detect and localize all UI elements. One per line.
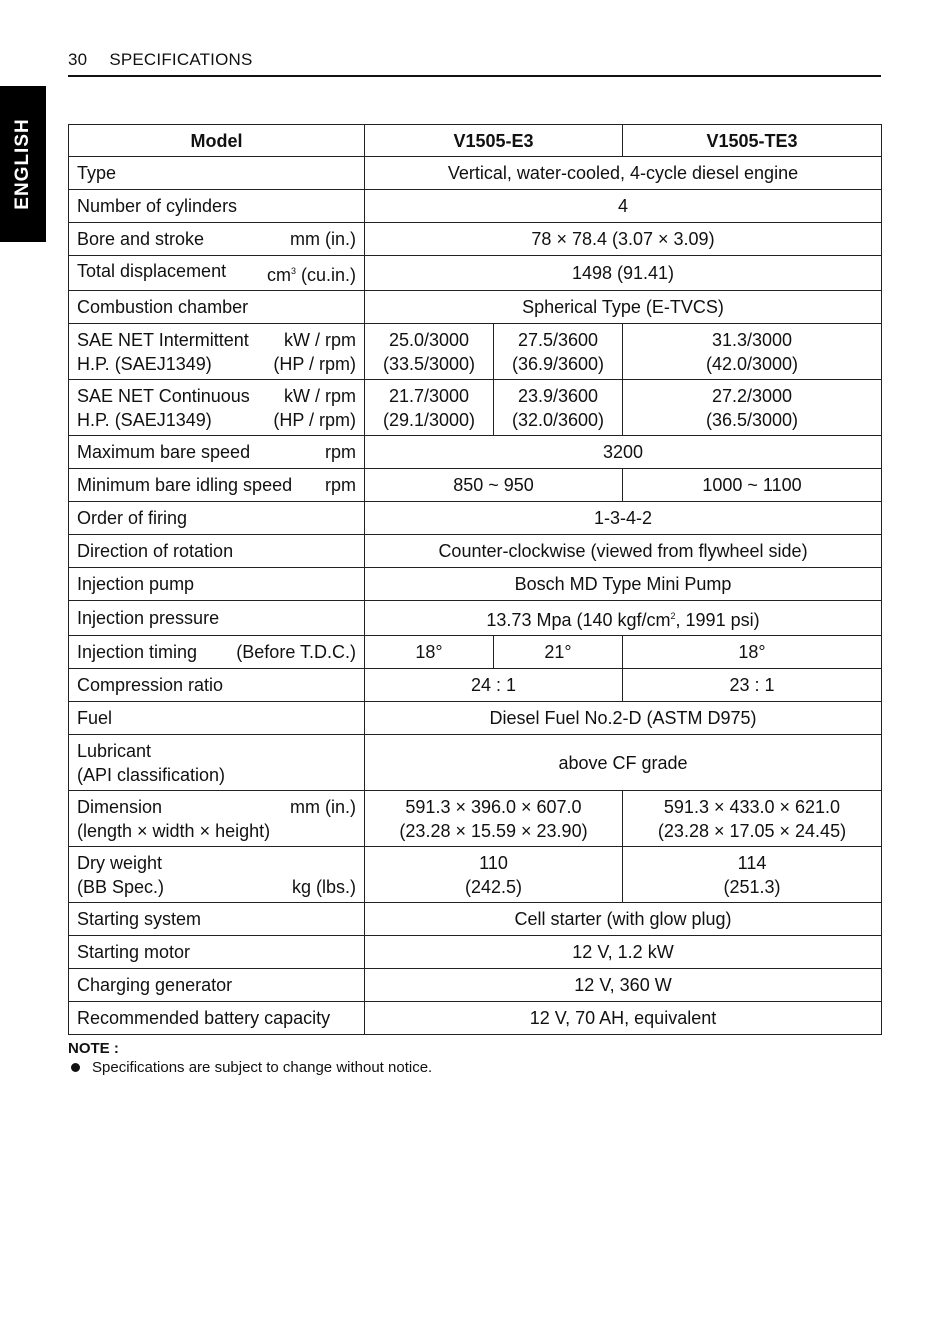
row-unit: mm (in.) bbox=[290, 229, 356, 249]
row-label: H.P. (SAEJ1349) bbox=[77, 353, 212, 374]
row-label-cell bbox=[69, 436, 365, 469]
value-superscript: 2 bbox=[670, 611, 676, 621]
table-row-rotation bbox=[69, 535, 882, 568]
value-cell bbox=[365, 324, 494, 380]
row-label: Total displacement bbox=[77, 261, 227, 281]
row-label-cell bbox=[69, 256, 365, 291]
table-row-fuel bbox=[69, 702, 882, 735]
value-hp: (29.1/3000) bbox=[382, 409, 476, 430]
row-label: H.P. (SAEJ1349) bbox=[77, 409, 212, 430]
row-label-cell bbox=[69, 380, 365, 436]
value-cell bbox=[365, 380, 494, 436]
specifications-table bbox=[68, 124, 882, 1035]
value-cell bbox=[494, 324, 623, 380]
row-value: 18° bbox=[365, 636, 494, 669]
language-tab bbox=[0, 86, 46, 242]
value-cell bbox=[623, 324, 882, 380]
note-item bbox=[68, 1059, 880, 1076]
row-label-cell bbox=[69, 847, 365, 903]
table-row-dry-weight bbox=[69, 847, 882, 903]
section-title: SPECIFICATIONS bbox=[109, 50, 253, 69]
row-unit: (HP / rpm) bbox=[273, 353, 356, 374]
value-kw: 31.3/3000 bbox=[711, 329, 793, 350]
row-label: Minimum bare idling speed bbox=[77, 475, 293, 495]
value-mm: 591.3 × 396.0 × 607.0 bbox=[405, 796, 582, 817]
row-value: 3200 bbox=[365, 436, 882, 469]
row-value: 24 : 1 bbox=[365, 669, 623, 702]
row-label: Lubricant bbox=[77, 740, 152, 761]
row-label: SAE NET Intermittent bbox=[77, 329, 249, 350]
header-v1505-te3: V1505-TE3 bbox=[623, 125, 882, 157]
page-number: 30 bbox=[68, 50, 88, 69]
row-label: Order of firing bbox=[69, 502, 365, 535]
unit-base: cm bbox=[266, 265, 291, 285]
bullet-icon bbox=[71, 1063, 80, 1072]
table-row-injection-timing bbox=[69, 636, 882, 669]
value-kg: 114 bbox=[737, 852, 767, 873]
row-value: Counter-clockwise (viewed from flywheel side) bbox=[365, 535, 882, 568]
row-label: Injection pressure bbox=[69, 601, 365, 636]
row-label: Injection pump bbox=[69, 568, 365, 601]
row-label: Direction of rotation bbox=[69, 535, 365, 568]
table-row-injection-pressure bbox=[69, 601, 882, 636]
row-label-cell bbox=[69, 636, 365, 669]
row-label: Maximum bare speed bbox=[77, 442, 251, 462]
header-rule bbox=[68, 75, 881, 77]
value-mm: 591.3 × 433.0 × 621.0 bbox=[663, 796, 841, 817]
row-value: 1498 (91.41) bbox=[365, 256, 882, 291]
table-row-injection-pump bbox=[69, 568, 882, 601]
value-cell bbox=[494, 380, 623, 436]
value-cell bbox=[365, 847, 623, 903]
row-label: Type bbox=[69, 157, 365, 190]
unit-superscript: 3 bbox=[290, 266, 296, 276]
row-label: Number of cylinders bbox=[69, 190, 365, 223]
row-value: Vertical, water-cooled, 4-cycle diesel engine bbox=[365, 157, 882, 190]
value-lbs: (242.5) bbox=[464, 876, 523, 897]
row-label-cell bbox=[69, 324, 365, 380]
row-unit: kg (lbs.) bbox=[291, 876, 356, 897]
row-unit: kW / rpm bbox=[284, 385, 356, 406]
row-value: above CF grade bbox=[365, 735, 882, 791]
row-value: 1-3-4-2 bbox=[365, 502, 882, 535]
row-value: 78 × 78.4 (3.07 × 3.09) bbox=[365, 223, 882, 256]
row-value: 21° bbox=[494, 636, 623, 669]
table-row-charging-generator bbox=[69, 969, 882, 1002]
row-value: 850 ~ 950 bbox=[365, 469, 623, 502]
row-label: (BB Spec.) bbox=[77, 876, 165, 897]
row-value: 12 V, 360 W bbox=[365, 969, 882, 1002]
note-title: NOTE : bbox=[68, 1040, 119, 1057]
language-tab-label: ENGLISH bbox=[12, 118, 33, 210]
row-label: Compression ratio bbox=[69, 669, 365, 702]
row-value: Cell starter (with glow plug) bbox=[365, 903, 882, 936]
table-row-starting-motor bbox=[69, 936, 882, 969]
row-value: 23 : 1 bbox=[623, 669, 882, 702]
header-model: Model bbox=[69, 125, 365, 157]
row-value: Spherical Type (E-TVCS) bbox=[365, 291, 882, 324]
row-label-cell bbox=[69, 223, 365, 256]
row-unit: rpm bbox=[325, 475, 356, 495]
value-in: (23.28 × 17.05 × 24.45) bbox=[657, 820, 847, 841]
value-cell bbox=[623, 380, 882, 436]
row-label-cell bbox=[69, 791, 365, 847]
value-kw: 23.9/3600 bbox=[517, 385, 599, 406]
row-value: 18° bbox=[623, 636, 882, 669]
value-hp: (36.9/3600) bbox=[511, 353, 605, 374]
table-row-starting-system bbox=[69, 903, 882, 936]
value-hp: (32.0/3600) bbox=[511, 409, 605, 430]
value-kg: 110 bbox=[479, 852, 508, 873]
row-label: SAE NET Continuous bbox=[77, 385, 250, 406]
value-hp: (33.5/3000) bbox=[382, 353, 476, 374]
row-value bbox=[365, 601, 882, 636]
row-label: (API classification) bbox=[77, 764, 226, 785]
table-row-sae-continuous bbox=[69, 380, 882, 436]
value-kw: 21.7/3000 bbox=[388, 385, 470, 406]
row-label: Starting motor bbox=[69, 936, 365, 969]
row-value: Bosch MD Type Mini Pump bbox=[365, 568, 882, 601]
unit-suffix: (cu.in.) bbox=[295, 265, 356, 285]
table-row-displacement bbox=[69, 256, 882, 291]
value-text: 13.73 Mpa (140 kgf/cm bbox=[486, 610, 671, 630]
value-hp: (42.0/3000) bbox=[705, 353, 799, 374]
page-header bbox=[68, 50, 880, 70]
row-label: Combustion chamber bbox=[69, 291, 365, 324]
table-row-combustion-chamber bbox=[69, 291, 882, 324]
value-kw: 25.0/3000 bbox=[388, 329, 470, 350]
value-cell bbox=[623, 791, 882, 847]
table-header-row bbox=[69, 125, 882, 157]
row-label: Dry weight bbox=[77, 852, 163, 873]
row-value: 1000 ~ 1100 bbox=[623, 469, 882, 502]
row-label-cell bbox=[69, 469, 365, 502]
row-value: Diesel Fuel No.2-D (ASTM D975) bbox=[365, 702, 882, 735]
row-value: 4 bbox=[365, 190, 882, 223]
row-value: 12 V, 1.2 kW bbox=[365, 936, 882, 969]
note-section bbox=[68, 1040, 880, 1076]
table-row-dimension bbox=[69, 791, 882, 847]
table-row-bore-stroke bbox=[69, 223, 882, 256]
row-unit: (Before T.D.C.) bbox=[236, 642, 356, 662]
table-row-battery bbox=[69, 1002, 882, 1035]
header-v1505-e3: V1505-E3 bbox=[365, 125, 623, 157]
table-row-min-idle bbox=[69, 469, 882, 502]
value-in: (23.28 × 15.59 × 23.90) bbox=[399, 820, 588, 841]
table-row-compression-ratio bbox=[69, 669, 882, 702]
table-row-cylinders bbox=[69, 190, 882, 223]
row-unit: rpm bbox=[325, 442, 356, 462]
table-row-sae-intermittent bbox=[69, 324, 882, 380]
row-label: Charging generator bbox=[69, 969, 365, 1002]
table-row-type bbox=[69, 157, 882, 190]
row-label: Fuel bbox=[69, 702, 365, 735]
row-label-cell bbox=[69, 735, 365, 791]
row-label: Starting system bbox=[69, 903, 365, 936]
row-value: 12 V, 70 AH, equivalent bbox=[365, 1002, 882, 1035]
table-row-firing-order bbox=[69, 502, 882, 535]
row-unit: (HP / rpm) bbox=[273, 409, 356, 430]
row-label: Injection timing bbox=[77, 642, 198, 662]
value-lbs: (251.3) bbox=[723, 876, 781, 897]
row-label: Recommended battery capacity bbox=[69, 1002, 365, 1035]
row-label: Bore and stroke bbox=[77, 229, 205, 249]
note-text: Specifications are subject to change without notice. bbox=[92, 1059, 433, 1076]
row-unit: kW / rpm bbox=[284, 329, 356, 350]
row-label: (length × width × height) bbox=[77, 820, 271, 841]
value-kw: 27.5/3600 bbox=[517, 329, 599, 350]
table-row-max-speed bbox=[69, 436, 882, 469]
row-label: Dimension bbox=[77, 796, 163, 817]
value-text: , 1991 psi) bbox=[675, 610, 760, 630]
row-unit: mm (in.) bbox=[290, 796, 356, 817]
value-kw: 27.2/3000 bbox=[711, 385, 793, 406]
value-hp: (36.5/3000) bbox=[705, 409, 799, 430]
row-unit bbox=[267, 259, 356, 287]
value-cell bbox=[365, 791, 623, 847]
value-cell bbox=[623, 847, 882, 903]
table-row-lubricant bbox=[69, 735, 882, 791]
